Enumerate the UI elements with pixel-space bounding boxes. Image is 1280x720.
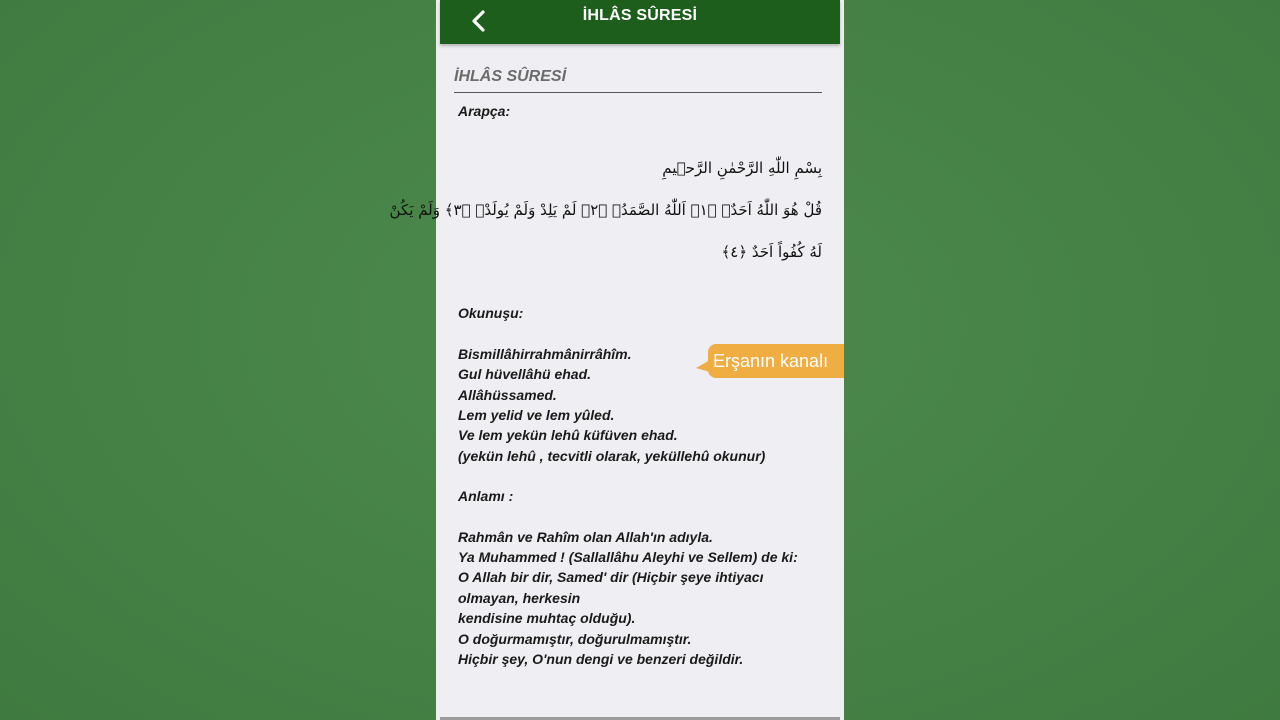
meaning-line: kendisine muhtaç olduğu). xyxy=(458,610,636,627)
meaning-line: Rahmân ve Rahîm olan Allah'ın adıyla. xyxy=(458,528,713,545)
arabic-text xyxy=(389,147,822,273)
reading-line: Gul hüvellâhü ehad. xyxy=(458,366,592,383)
meaning-label: Anlamı : xyxy=(458,488,514,505)
meaning-line: Ya Muhammed ! (Sallallâhu Aleyhi ve Sellem) de ki: xyxy=(458,549,798,566)
arabic-line: بِسْمِ اللّٰهِ الرَّحْمٰنِ الرَّح۪يمِ xyxy=(662,159,822,178)
arabic-label: Arapça: xyxy=(458,103,511,119)
arabic-line: قُلْ هُوَ اللّٰهُ اَحَدٌۚ ﴿١﴾ اَللّٰهُ الصَّمَدُۚ ﴿٢﴾ لَمْ يَلِدْ وَلَمْ يُولَدْۙ ﴿٣﴾ وَلَمْ يَكُنْ xyxy=(389,201,822,220)
app-bar xyxy=(440,0,840,44)
reading-label: Okunuşu: xyxy=(458,305,524,322)
meaning-text xyxy=(458,527,826,670)
arabic-line: لَهُ كُفُواً اَحَدٌ ﴿٤﴾ xyxy=(721,243,822,262)
reading-line: Lem yelid ve lem yûled. xyxy=(458,407,615,424)
channel-watermark: Erşanın kanalı xyxy=(708,344,844,378)
reading-line: Ve lem yekün lehû küfüven ehad. xyxy=(458,427,678,444)
meaning-line: O doğurmamıştır, doğurulmamıştır. xyxy=(458,630,692,647)
reading-line: (yekün lehû , tecvitli olarak, yeküllehû okunur) xyxy=(458,447,766,464)
reading-line: Allâhüssamed. xyxy=(458,386,557,403)
surah-text-body xyxy=(389,101,826,670)
meaning-line: O Allah bir dir, Samed' dir (Hiçbir şeye ihtiyacı xyxy=(458,569,764,586)
section-title: İHLÂS SÛRESİ xyxy=(454,68,822,93)
meaning-line: olmayan, herkesin xyxy=(458,589,581,606)
meaning-line: Hiçbir şey, O'nun dengi ve benzeri değildir. xyxy=(458,651,744,668)
reading-line: Bismillâhirrahmânirrâhîm. xyxy=(458,345,632,362)
app-bar-title: İHLÂS SÛRESİ xyxy=(582,7,698,24)
